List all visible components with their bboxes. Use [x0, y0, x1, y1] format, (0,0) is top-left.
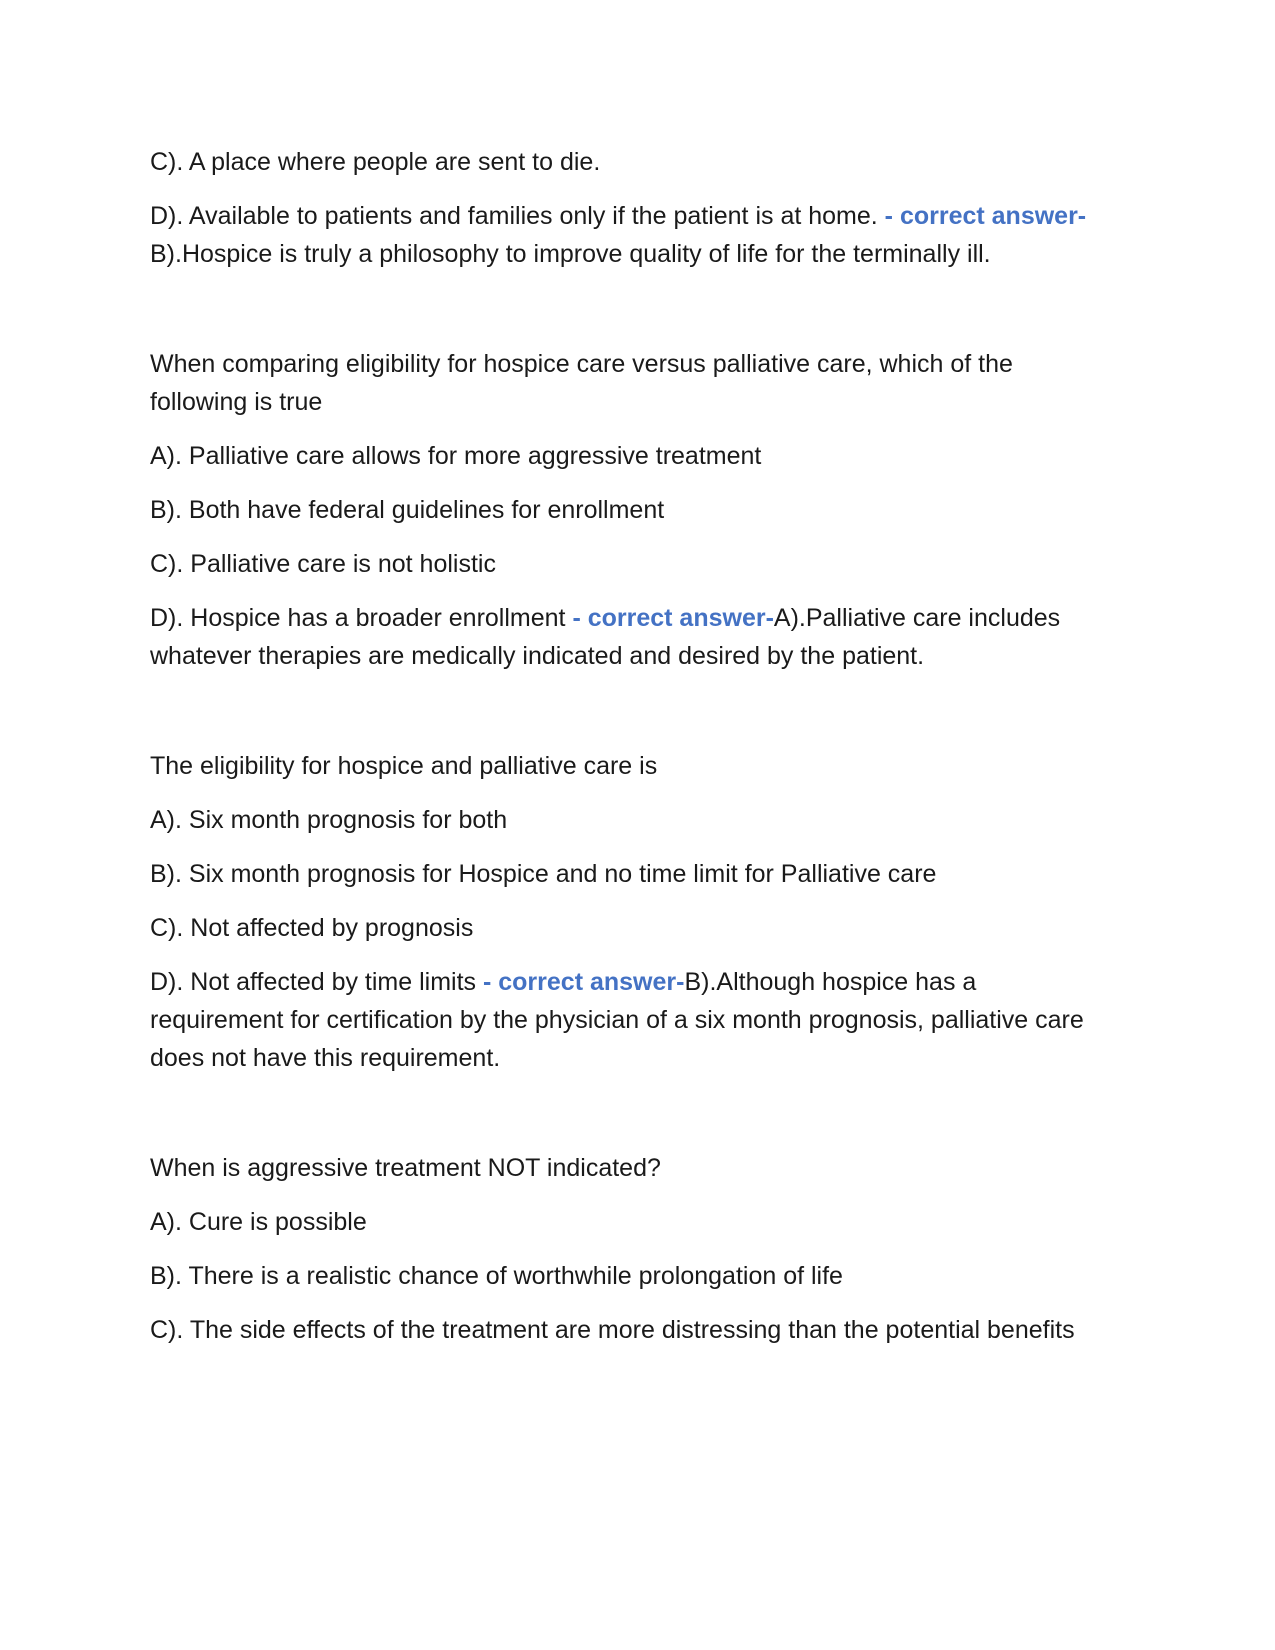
answer-option-text: D). Not affected by time limits [150, 968, 483, 996]
answer-option-text: D). Available to patients and families only if the patient is at home. [150, 202, 885, 230]
answer-option: C). Not affected by prognosis [150, 914, 474, 942]
answer-option-with-key [150, 963, 1110, 1077]
answer-option: A). Six month prognosis for both [150, 806, 508, 834]
answer-explanation: A).Palliative care includes whatever therapies are medically indicated and desired by the patient. [150, 604, 1061, 670]
answer-option: B). Both have federal guidelines for enrollment [150, 496, 665, 524]
answer-explanation: B).Hospice is truly a philosophy to improve quality of life for the terminally ill. [150, 240, 991, 268]
question-block [150, 345, 1110, 675]
block-spacer [150, 1093, 1110, 1149]
question-text: When is aggressive treatment NOT indicated? [150, 1154, 661, 1182]
answer-option: A). Cure is possible [150, 1208, 367, 1236]
block-spacer [150, 289, 1110, 345]
block-spacer [150, 691, 1110, 747]
question-block [150, 143, 1110, 273]
answer-option-with-key [150, 197, 1110, 273]
document-body [150, 143, 1110, 1365]
answer-option: A). Palliative care allows for more aggressive treatment [150, 442, 762, 470]
correct-answer-tag: - correct answer- [572, 604, 774, 632]
answer-explanation: B).Although hospice has a requirement for certification by the physician of a six month prognosis, palliative care does not have this requirement. [150, 968, 1084, 1072]
correct-answer-tag: - correct answer- [482, 968, 685, 996]
question-block [150, 1149, 1110, 1349]
answer-option: B). There is a realistic chance of worthwhile prolongation of life [150, 1262, 843, 1290]
answer-option: B). Six month prognosis for Hospice and no time limit for Palliative care [150, 860, 937, 888]
answer-option-text: D). Hospice has a broader enrollment [150, 604, 573, 632]
answer-option-with-key [150, 599, 1110, 675]
answer-option: C). The side effects of the treatment are more distressing than the potential benefits [150, 1316, 1075, 1344]
answer-option: C). Palliative care is not holistic [150, 550, 496, 578]
question-block [150, 747, 1110, 1077]
question-text: When comparing eligibility for hospice care versus palliative care, which of the following is true [150, 350, 1013, 416]
question-text: The eligibility for hospice and palliative care is [150, 752, 658, 780]
correct-answer-tag: - correct answer- [884, 202, 1087, 230]
answer-option: C). A place where people are sent to die. [150, 148, 601, 176]
